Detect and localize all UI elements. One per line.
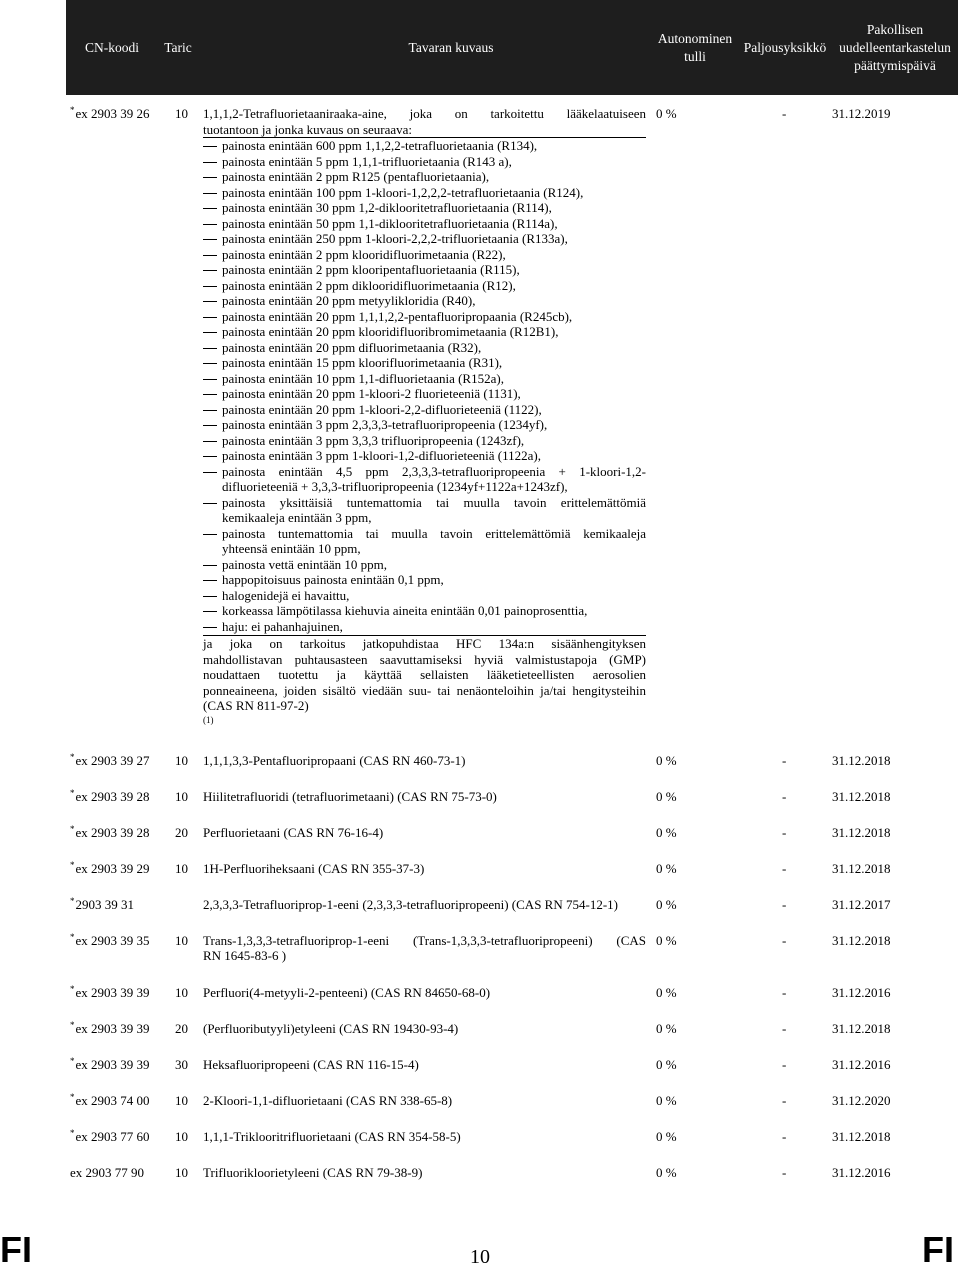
duty-value: 0 % [656, 1093, 677, 1108]
row-description [203, 753, 646, 768]
duty-value: 0 % [656, 789, 677, 804]
cn-code-text: ex 2903 39 28 [75, 789, 150, 804]
review-date-value: 31.12.2018 [832, 1129, 891, 1144]
description-line: noudattaen tuotettu ja käyttää sellaisten lääketieteellisten aerosolien [203, 667, 646, 682]
review-date-value: 31.12.2018 [832, 789, 891, 804]
cn-code-text: ex 2903 39 39 [75, 1021, 150, 1036]
dash-list-line: painosta enintään 3 ppm 3,3,3 trifluoripropeenia (1243zf), [222, 432, 525, 448]
unit-value: - [782, 1165, 787, 1180]
dash-list-item [203, 371, 646, 387]
row-description [203, 1093, 646, 1108]
dash-list-item [203, 402, 646, 418]
duty-value: 0 % [656, 861, 677, 876]
unit-value: - [782, 106, 787, 121]
dash-list-item [203, 138, 646, 154]
cn-code-text: ex 2903 77 60 [75, 1129, 150, 1144]
dash-list-line: kemikaaleja enintään 3 ppm, [222, 510, 372, 525]
taric-code: 10 [175, 1165, 188, 1180]
description-line: (CAS RN 811-97-2) [203, 698, 309, 713]
dash-list-item [203, 216, 646, 232]
dash-list-line: painosta enintään 2 ppm diklooridifluorimetaania (R12), [222, 277, 516, 293]
dash-list-item [203, 324, 646, 340]
dash-list-item [203, 154, 646, 170]
row-description [203, 825, 646, 840]
dash-list-item [203, 526, 646, 557]
duty-value: 0 % [656, 1165, 677, 1180]
header-bulk-unit: Paljousyksikkö [743, 39, 827, 55]
dash-list-item [203, 355, 646, 371]
review-date-value: 31.12.2018 [832, 933, 891, 948]
taric-code: 10 [175, 789, 188, 804]
review-date-value: 31.12.2016 [832, 1165, 891, 1180]
cn-code [70, 1021, 150, 1038]
description-line: 1,1,1-Triklooritrifluorietaani (CAS RN 354-58-5) [203, 1129, 461, 1144]
unit-value: - [782, 1057, 787, 1072]
cn-code [70, 753, 150, 770]
unit-value: - [782, 1129, 787, 1144]
duty-value: 0 % [656, 1129, 677, 1144]
cn-code [70, 1093, 150, 1110]
unit-value: - [782, 897, 787, 912]
row-description [203, 985, 646, 1000]
duty-value: 0 % [656, 1021, 677, 1036]
duty-value: 0 % [656, 985, 677, 1000]
cn-code [70, 1057, 150, 1074]
dash-list-item [203, 386, 646, 402]
description-line: Heksafluoripropeeni (CAS RN 116-15-4) [203, 1057, 419, 1072]
dash-list-item [203, 464, 646, 495]
cn-code-text: ex 2903 39 39 [75, 985, 150, 1000]
dash-list-item [203, 231, 646, 247]
header-taric: Taric [164, 39, 192, 55]
duty-value: 0 % [656, 1057, 677, 1072]
footer-language-code-left: FI [0, 1229, 32, 1270]
row-description [203, 1129, 646, 1144]
dash-list-line: painosta yksittäisiä tuntemattomia tai muulla tavoin erittelemättömiä [222, 494, 646, 510]
description-line: tuotantoon ja jonka kuvaus on seuraava: [203, 122, 646, 139]
review-date-value: 31.12.2018 [832, 1021, 891, 1036]
unit-value: - [782, 789, 787, 804]
asterisk-mark: * [70, 105, 75, 115]
review-date-value: 31.12.2018 [832, 753, 891, 768]
cn-code-text: ex 2903 39 39 [75, 1057, 150, 1072]
description-intro [203, 106, 646, 138]
cn-code [70, 897, 134, 914]
row-description [203, 897, 646, 912]
cn-code [70, 933, 150, 950]
taric-code: 10 [175, 106, 188, 121]
dash-list-line: painosta enintään 600 ppm 1,1,2,2-tetrafluorietaania (R134), [222, 138, 538, 153]
dash-list-line: painosta enintään 3 ppm 1-kloori-1,2-difluorieteeniä (1122a), [222, 448, 542, 463]
duty-value: 0 % [656, 753, 677, 768]
review-date-value: 31.12.2016 [832, 985, 891, 1000]
dash-list-line: painosta enintään 50 ppm 1,1-diklooritetrafluorietaania (R114a), [222, 215, 558, 231]
dash-list-line: painosta enintään 5 ppm 1,1,1-trifluorietaania (R143 a), [222, 153, 512, 169]
dash-list-line: haju: ei pahanhajuinen, [222, 618, 343, 634]
taric-code: 10 [175, 753, 188, 768]
header-autonomous-duty: Autonominen tulli [657, 30, 733, 64]
dash-list-item [203, 309, 646, 325]
asterisk-mark: * [70, 896, 75, 906]
unit-value: - [782, 1093, 787, 1108]
dash-list-item [203, 495, 646, 526]
dash-list-line: painosta enintään 2 ppm klooridifluorimetaania (R22), [222, 246, 506, 262]
taric-code: 10 [175, 1129, 188, 1144]
description-outro [203, 635, 646, 714]
dash-list-item [203, 169, 646, 185]
dash-list-line: painosta enintään 20 ppm 1-kloori-2,2-difluorieteeniä (1122), [222, 401, 542, 417]
cn-code-text: ex 2903 39 27 [75, 753, 150, 768]
dash-list-item [203, 588, 646, 604]
dash-list-line: difluorieteeniä + 3,3,3-trifluoripropeenia (1234yf+1122a+1243zf), [222, 479, 568, 494]
description-line: Perfluori(4-metyyli-2-penteeni) (CAS RN 84650-68-0) [203, 985, 491, 1000]
taric-code: 20 [175, 1021, 188, 1036]
header-cn-code: CN-koodi [85, 39, 139, 55]
description-line: Trans-1,3,3,3-tetrafluoriprop-1-eeni (Trans-1,3,3,3-tetrafluoripropeeni) (CAS [203, 933, 646, 948]
dash-list-line: painosta enintään 3 ppm 2,3,3,3-tetrafluoripropeenia (1234yf), [222, 417, 548, 432]
review-date-value: 31.12.2017 [832, 897, 891, 912]
dash-list-item [203, 278, 646, 294]
dash-list-line: painosta enintään 2 ppm klooripentafluorietaania (R115), [222, 262, 520, 277]
description-line: 1,1,1,3,3-Pentafluoripropaani (CAS RN 460-73-1) [203, 753, 466, 768]
dash-list-item [203, 262, 646, 278]
row-description [203, 933, 646, 963]
taric-code: 10 [175, 933, 188, 948]
asterisk-mark: * [70, 824, 75, 834]
taric-code: 10 [175, 1093, 188, 1108]
unit-value: - [782, 861, 787, 876]
cn-code [70, 861, 150, 878]
asterisk-mark: * [70, 1020, 75, 1030]
cn-code-text: ex 2903 39 35 [75, 933, 150, 948]
dash-list-line: painosta tuntemattomia tai muulla tavoin erittelemättömiä kemikaaleja [222, 525, 646, 541]
description-line: 1H-Perfluoriheksaani (CAS RN 355-37-3) [203, 861, 425, 876]
dash-list-item [203, 200, 646, 216]
dash-list-line: halogenidejä ei havaittu, [222, 587, 350, 603]
cn-code [70, 985, 150, 1002]
dash-list-line: painosta enintään 20 ppm 1-kloori-2 fluorieteeniä (1131), [222, 386, 521, 401]
dash-list-line: painosta enintään 10 ppm 1,1-difluorietaania (R152a), [222, 370, 504, 386]
dash-list-item [203, 572, 646, 588]
row-description [203, 861, 646, 876]
description-line: ponneaineena, joiden sisältö viedään suu- tai nenäonteloihin ja/tai hengitysteihin [203, 682, 646, 698]
dash-list-item [203, 185, 646, 201]
description-line: Trifluorikloorietyleeni (CAS RN 79-38-9) [203, 1165, 423, 1180]
duty-value: 0 % [656, 933, 677, 948]
description-line: Perfluorietaani (CAS RN 76-16-4) [203, 825, 384, 840]
footer-language-code-right: FI [922, 1229, 954, 1270]
dash-list-line: painosta enintään 2 ppm R125 (pentafluorietaania), [222, 169, 490, 184]
dash-list-item [203, 340, 646, 356]
taric-code: 30 [175, 1057, 188, 1072]
duty-value: 0 % [656, 897, 677, 912]
duty-value: 0 % [656, 825, 677, 840]
asterisk-mark: * [70, 752, 75, 762]
dash-list-item [203, 603, 646, 619]
dash-list-line: yhteensä enintään 10 ppm, [222, 541, 361, 556]
asterisk-mark: * [70, 860, 75, 870]
dash-list-line: painosta enintään 100 ppm 1-kloori-1,2,2,2-tetrafluorietaania (R124), [222, 184, 584, 200]
cn-code-text: ex 2903 39 28 [75, 825, 150, 840]
description-line: Hiilitetrafluoridi (tetrafluorimetaani) (CAS RN 75-73-0) [203, 789, 497, 804]
cn-code-text: ex 2903 77 90 [70, 1165, 145, 1180]
description-line: 2,3,3,3-Tetrafluoriprop-1-eeni (2,3,3,3-tetrafluoripropeeni) (CAS RN 754-12-1) [203, 897, 618, 912]
unit-value: - [782, 825, 787, 840]
description-line: ja joka on tarkoitus jatkopuhdistaa HFC 134a:n sisäänhengityksen [203, 636, 646, 651]
review-date-value: 31.12.2020 [832, 1093, 891, 1108]
dash-list-line: painosta enintään 4,5 ppm 2,3,3,3-tetrafluoripropeenia + 1-kloori-1,2- [222, 463, 646, 479]
unit-value: - [782, 1021, 787, 1036]
dash-list-line: painosta enintään 20 ppm difluorimetaania (R32), [222, 339, 482, 355]
cn-code-text: 2903 39 31 [75, 897, 134, 912]
unit-value: - [782, 985, 787, 1000]
row-description [203, 1165, 646, 1180]
dash-list-line: painosta enintään 30 ppm 1,2-diklooritetrafluorietaania (R114), [222, 200, 552, 215]
taric-code: 20 [175, 825, 188, 840]
cn-code [70, 1129, 150, 1146]
dash-list-item [203, 557, 646, 573]
review-date-value: 31.12.2016 [832, 1057, 891, 1072]
cn-code-text: ex 2903 74 00 [75, 1093, 150, 1108]
row-description [203, 1057, 646, 1072]
asterisk-mark: * [70, 932, 75, 942]
footnote-reference: (1) [203, 714, 214, 725]
duty-value: 0 % [656, 106, 677, 121]
cn-code [70, 825, 150, 842]
asterisk-mark: * [70, 1056, 75, 1066]
review-date-value: 31.12.2018 [832, 861, 891, 876]
cn-code: *ex 2903 39 26 [70, 105, 150, 121]
description-line: (Perfluoributyyli)etyleeni (CAS RN 19430-93-4) [203, 1021, 459, 1036]
header-review-date: Pakollisen uudelleentarkastelun päättymispäivä [839, 21, 951, 73]
asterisk-mark: * [70, 1092, 75, 1102]
dash-list-item [203, 417, 646, 433]
taric-code: 10 [175, 985, 188, 1000]
asterisk-mark: * [70, 788, 75, 798]
dash-list-line: painosta vettä enintään 10 ppm, [222, 556, 387, 572]
unit-value: - [782, 753, 787, 768]
row-description [203, 789, 646, 804]
asterisk-mark: * [70, 1128, 75, 1138]
dash-list-item [203, 448, 646, 464]
first-row-description [203, 106, 646, 726]
description-line: 2-Kloori-1,1-difluorietaani (CAS RN 338-65-8) [203, 1093, 453, 1108]
cn-code [70, 1165, 144, 1180]
taric-code: 10 [175, 861, 188, 876]
review-date-value: 31.12.2018 [832, 825, 891, 840]
dash-list-line: painosta enintään 15 ppm kloorifluorimetaania (R31), [222, 355, 503, 370]
page-number: 10 [470, 1246, 490, 1268]
dash-list-line: painosta enintään 20 ppm metyylikloridia (R40), [222, 293, 476, 308]
asterisk-mark: * [70, 984, 75, 994]
dash-list-item [203, 247, 646, 263]
dash-list-line: painosta enintään 250 ppm 1-kloori-2,2,2-trifluorietaania (R133a), [222, 231, 568, 246]
description-line: 1,1,1,2-Tetrafluorietaaniraaka-aine, joka on tarkoitettu lääkelaatuiseen [203, 106, 646, 121]
dash-list-item [203, 433, 646, 449]
dash-list-line: painosta enintään 20 ppm klooridifluoribromimetaania (R12B1), [222, 324, 559, 339]
cn-code [70, 789, 150, 806]
description-line: RN 1645-83-6 ) [203, 948, 287, 963]
cn-code-text: ex 2903 39 29 [75, 861, 150, 876]
dash-list-line: painosta enintään 20 ppm 1,1,1,2,2-pentafluoripropaania (R245cb), [222, 308, 573, 324]
header-description: Tavaran kuvaus [408, 39, 494, 55]
description-line: mahdollistavan puhtausasteen saavuttamiseksi hyviä valmistustapoja (GMP) [203, 651, 646, 667]
dash-list-item [203, 293, 646, 309]
dash-list-line: happopitoisuus painosta enintään 0,1 ppm, [222, 572, 444, 587]
row-description [203, 1021, 646, 1036]
dash-list-item [203, 619, 646, 635]
review-date-value: 31.12.2019 [832, 106, 891, 121]
table-header [66, 0, 958, 95]
dash-list-line: korkeassa lämpötilassa kiehuvia aineita enintään 0,01 painoprosenttia, [222, 603, 588, 618]
unit-value: - [782, 933, 787, 948]
